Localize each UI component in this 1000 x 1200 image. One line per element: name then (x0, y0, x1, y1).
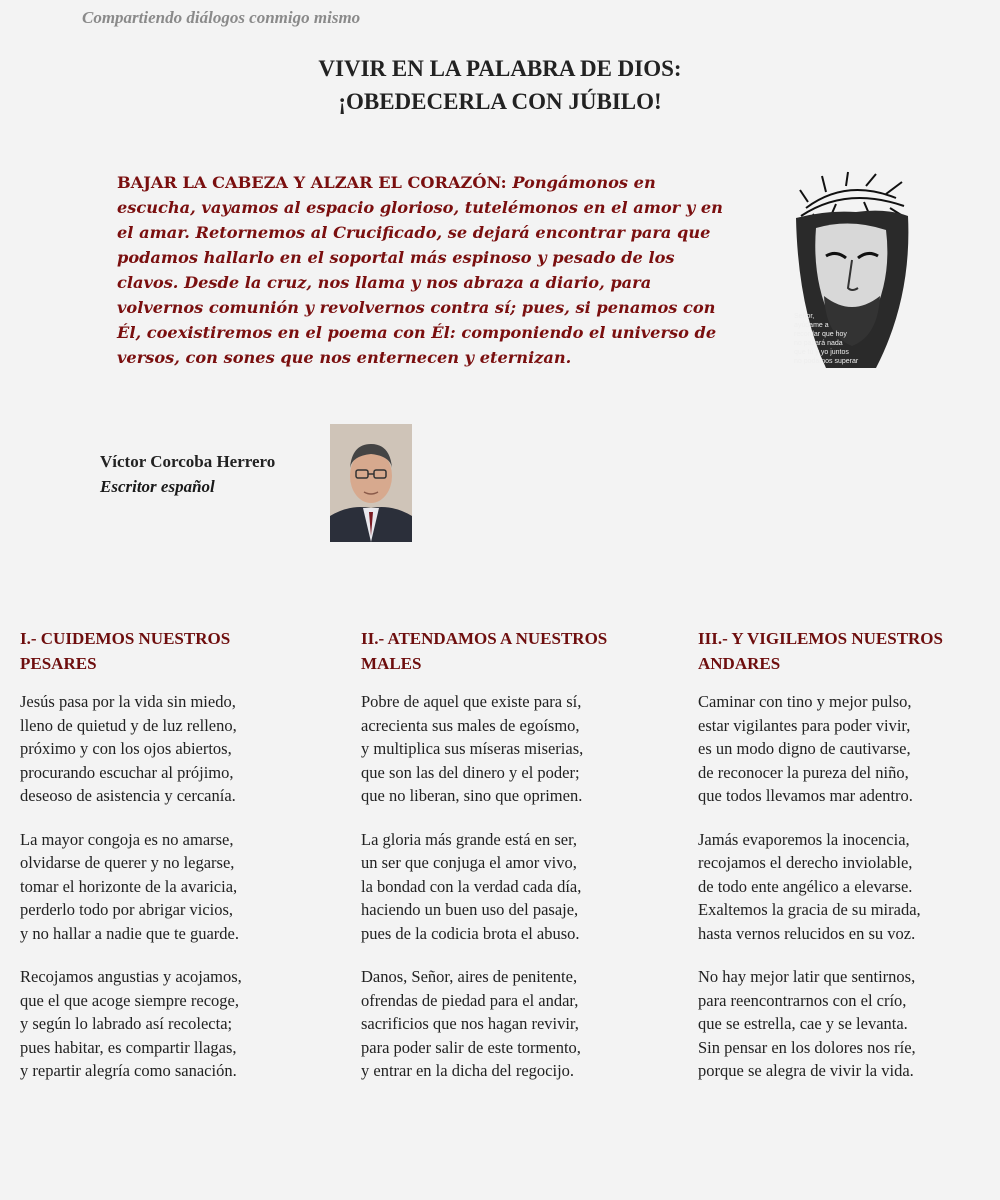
verse-line: deseoso de asistencia y cercanía. (20, 786, 236, 805)
stanza (20, 965, 315, 1083)
image-caption-line: no podamos superar (794, 358, 859, 365)
heading-line: II.- ATENDAMOS A NUESTROS (361, 629, 608, 648)
verse-line: La gloria más grande está en ser, (361, 829, 578, 849)
verse-line: y multiplica sus míseras miserias, (361, 739, 584, 758)
verse-line: sacrificios que nos hagan revivir, (361, 1014, 579, 1033)
verse-line: lleno de quietud y de luz relleno, (20, 715, 237, 735)
heading-line: I.- CUIDEMOS NUESTROS (20, 629, 231, 648)
stanza (698, 690, 993, 808)
intro-body: Pongámonos en escucha, vayamos al espacio glorioso, tutelémonos en el amor y en el amar. Retornemos al Crucificado, se dejará encontrar para que podamos hallarlo en el soportal más espinoso y pesado de los clavos. Desde la cruz, nos llama y nos abraza a diario, para volvernos comunión y revolvernos contra sí; pues, si penamos con Él, coexistiremos en el poema con Él: componiendo el universo de versos, con sones que nos enternecen y eternizan. (117, 173, 723, 367)
intro-paragraph (117, 170, 729, 370)
verse-line: y entrar en la dicha del regocijo. (361, 1061, 575, 1080)
verse-line: Caminar con tino y mejor pulso, (698, 692, 912, 711)
verse-line: tomar el horizonte de la avaricia, (20, 876, 238, 896)
intro-lead: BAJAR LA CABEZA Y ALZAR EL CORAZÓN: (117, 173, 507, 192)
verse-line: Pobre de aquel que existe para sí, (361, 692, 582, 711)
page-title (0, 52, 1000, 118)
jesus-crown-of-thorns-image (786, 168, 914, 378)
stanza (698, 828, 993, 946)
verse-line: que se estrella, cae y se levanta. (698, 1014, 908, 1033)
author-role: Escritor español (100, 477, 215, 496)
verse-line: porque se alegra de vivir la vida. (698, 1061, 914, 1080)
verse-line: y según lo labrado así recolecta; (20, 1014, 233, 1033)
verse-line: para reencontrarnos con el crío, (698, 990, 907, 1010)
column-3 (698, 626, 993, 1103)
image-caption-line: que tú y yo juntos (794, 349, 849, 356)
verse-line: recojamos el derecho inviolable, (698, 853, 913, 872)
author-name: Víctor Corcoba Herrero (100, 452, 276, 471)
verse-line: que todos llevamos mar adentro. (698, 786, 913, 805)
author-portrait (330, 424, 412, 542)
stanza (361, 965, 656, 1083)
stanza (20, 828, 315, 946)
image-caption-line: recordar que hoy (794, 331, 847, 338)
stanza (361, 690, 656, 808)
verse-line: es un modo digno de cautivarse, (698, 739, 911, 758)
verse-line: próximo y con los ojos abiertos, (20, 739, 232, 758)
verse-line: estar vigilantes para poder vivir, (698, 715, 911, 735)
verse-line: Danos, Señor, aires de penitente, (361, 967, 578, 986)
verse-line: No hay mejor latir que sentirnos, (698, 967, 916, 986)
verse-line: Jamás evaporemos la inocencia, (698, 829, 910, 849)
verse-line: acrecienta sus males de egoísmo, (361, 715, 580, 735)
verse-line: hasta vernos relucidos en su voz. (698, 923, 916, 943)
image-caption-line: Señor, (794, 313, 815, 320)
verse-line: Exaltemos la gracia de su mirada, (698, 900, 921, 919)
verse-line: un ser que conjuga el amor vivo, (361, 853, 577, 872)
verse-line: que no liberan, sino que oprimen. (361, 786, 583, 805)
verse-line: haciendo un buen uso del pasaje, (361, 900, 579, 919)
verse-line: de reconocer la pureza del niño, (698, 762, 909, 782)
verse-line: que son las del dinero y el poder; (361, 762, 580, 782)
verse-line: ofrendas de piedad para el andar, (361, 990, 579, 1010)
heading-line: MALES (361, 654, 422, 673)
column-2-heading (361, 626, 656, 678)
heading-line: III.- Y VIGILEMOS NUESTROS (698, 629, 943, 648)
stanza (20, 690, 315, 808)
verse-line: procurando escuchar al prójimo, (20, 762, 234, 782)
column-3-heading (698, 626, 993, 678)
verse-line: perderlo todo por abrigar vicios, (20, 900, 234, 919)
verse-line: pues habitar, es compartir llagas, (20, 1037, 237, 1057)
verse-line: para poder salir de este tormento, (361, 1037, 581, 1057)
heading-line: PESARES (20, 654, 97, 673)
verse-line: Recojamos angustias y acojamos, (20, 967, 242, 986)
verse-line: Jesús pasa por la vida sin miedo, (20, 692, 236, 711)
title-line-1: VIVIR EN LA PALABRA DE DIOS: (318, 56, 682, 81)
image-caption-line: ayúdame a (794, 322, 829, 329)
verse-line: y no hallar a nadie que te guarde. (20, 923, 239, 943)
stanza (361, 828, 656, 946)
verse-line: Sin pensar en los dolores nos ríe, (698, 1037, 916, 1057)
verse-line: que el que acoge siempre recoge, (20, 990, 239, 1010)
column-1 (20, 626, 315, 1103)
verse-line: la bondad con la verdad cada día, (361, 876, 582, 896)
verse-line: La mayor congoja es no amarse, (20, 829, 234, 849)
verse-line: pues de la codicia brota el abuso. (361, 923, 580, 943)
header-note: Compartiendo diálogos conmigo mismo (82, 8, 361, 27)
heading-line: ANDARES (698, 654, 781, 673)
column-2 (361, 626, 656, 1103)
author-block (100, 449, 275, 499)
verse-line: olvidarse de querer y no legarse, (20, 853, 235, 872)
column-1-heading (20, 626, 315, 678)
stanza (698, 965, 993, 1083)
verse-line: y repartir alegría como sanación. (20, 1061, 237, 1080)
image-caption-line: no pasará nada (794, 340, 843, 347)
verse-line: de todo ente angélico a elevarse. (698, 876, 913, 896)
title-line-2: ¡OBEDECERLA CON JÚBILO! (338, 89, 662, 114)
